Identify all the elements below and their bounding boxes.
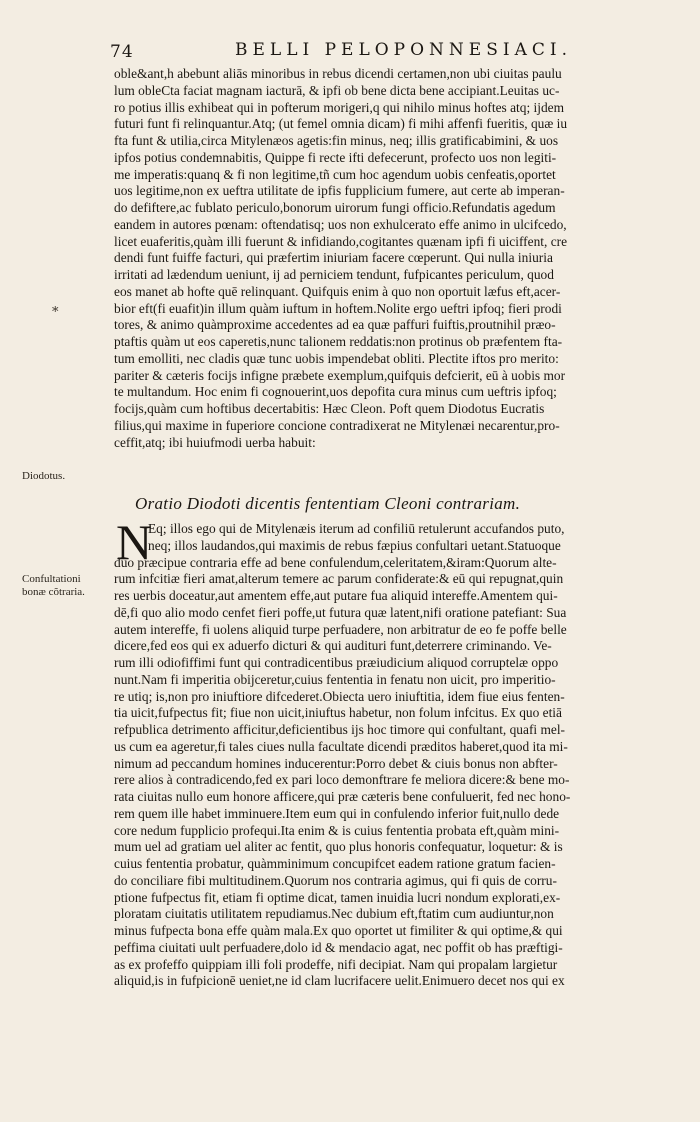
text-line: nimum ad peccandum homines inducerentur:Porro debet & ciuis bonus non abfter- — [114, 755, 558, 771]
text-line: neq; illos laudandos,qui maximis de rebus fæpius confultari uetant.Statuoque — [148, 537, 561, 553]
text-line: tia uicit,fufpectus fit; fiue non uicit,iniuftus habetur, non folum infcitus. Ex quo etiā — [114, 705, 562, 721]
text-line: re utiq; is,non pro iniuftiore difcederet.Obiecta uero iniuftitia, idem fiue eius fenten- — [114, 688, 565, 704]
text-line: eandem in autores pœnam: oftendatisq; uos non exhulcerato effe animo in ulcifcedo, — [114, 216, 567, 232]
margin-mark: * — [52, 305, 59, 320]
text-line: res uerbis doceatur,aut amentem effe,aut putare fua aliquid intereffe.Amentem qui- — [114, 588, 558, 603]
text-line: rum infcitiæ fieri amat,alterum temere ac parum confiderate:& eū qui repugnat,quin — [114, 571, 564, 587]
text-block-diodotus-speech — [114, 521, 680, 990]
text-line: dē,fi quo alio modo cenfet fieri poffe,ut futura quæ latent,nifi oratione patefiant: Sua — [114, 604, 567, 620]
text-line: ptaftis quàm ut eos caperetis,nunc talionem reddatis:non protinus ob præfentem fta- — [114, 334, 563, 349]
text-line: rum illi odiofiffimi funt qui contradicentibus præiudicium aliquod corruptelæ oppo — [114, 655, 559, 670]
text-line: focijs,quàm cum hoftibus decertabitis: Hæc Cleon. Poft quem Diodotus Eucratis — [114, 401, 545, 416]
text-line: Eq; illos ego qui de Mitylenæis iterum ad confiliū retulerunt accufandos puto, — [148, 521, 565, 536]
text-line: ro potius illis exhibeat qui in pofterum morigeri,q qui nihilo minus hoftes atq; ijdem — [114, 99, 565, 115]
running-head: BELLI PELOPONNESIACI. — [235, 40, 572, 60]
text-line: do defiftere,ac fublato periculo,bonorum uirorum fungi officio.Refundatis agedum — [114, 200, 556, 215]
text-line: filius,qui maxime in fuperiore concione contradixerat ne Mitylenæi necarentur,pro- — [114, 417, 560, 433]
text-line: refpublica detrimento afficitur,deficientibus ijs hoc timore qui confultant, quafi mel- — [114, 722, 566, 737]
text-line: irritati ad lædendum ueniunt, ij ad perniciem tendunt, fufpicantes periculum, quod — [114, 267, 554, 282]
text-line: tum emolliti, nec cladis quæ tunc uobis impendebat obliti. Plectite iftos pro merito: — [114, 350, 559, 366]
text-line: rem quem ille habet imminuere.Item eum qui in confulendo inferior fuit,nullo dede — [114, 805, 560, 821]
text-line: licet euaferitis,quàm illi fuerunt & infidiando,cogitantes quænam ipfi fi uiciffent, cre — [114, 233, 568, 249]
text-line: me imperatis:quanq & fi non legitime,tñ cum hoc agendum uobis cenfeatis,oportet — [114, 166, 556, 182]
text-line: peffima ciuitati uult perfuadere,dolo id & mendacio agat, nec poffit ob has præftigi- — [114, 939, 563, 955]
margin-note-line: Confultationi — [22, 573, 81, 585]
drop-cap: N — [116, 514, 153, 570]
text-line: dicere,fed eos qui ex aduerfo dicturi & qui audituri funt,deterrere criminando. Ve- — [114, 638, 552, 654]
margin-note-diodotus — [22, 470, 108, 483]
text-line: dendi funt fuiffe facturi, qui præfertim iniuriam facere cœperunt. Qui nulla iniuria — [114, 250, 553, 266]
text-line: uos legitime,non ex ueftra utilitate de ipfis fupplicium fumere, aut certe ab imperan- — [114, 183, 565, 199]
text-line: do conciliare fibi multitudinem.Quorum nos contraria agimus, qui fi quis de corru- — [114, 872, 557, 888]
page-number: 74 — [110, 42, 134, 62]
text-line: tores, & animo quàmproxime accedentes ad ea quæ paffuri fuiftis,proutnihil præo- — [114, 317, 556, 333]
section-heading: Oratio Diodoti dicentis fententiam Cleoni contrariam. — [135, 494, 521, 513]
text-line: oble&ant,h abebunt aliās minoribus in rebus dicendi certamen,non ubi ciuitas paulu — [114, 66, 562, 81]
text-line: pariter & cæteris focijs infigne præbete exemplum,quifquis defcierit, eū à uobis mor — [114, 367, 566, 383]
margin-note-text: Diodotus. — [22, 470, 66, 482]
text-line: core nedum fupplicio profequi.Ita enim & is cuius fententia probata eft,quàm mini- — [114, 822, 560, 838]
text-line: minus fufpecta bona effe quàm mala.Ex quo oportet ut fimiliter & qui optime,& qui — [114, 923, 563, 938]
text-line: rata ciuitas nullo eum honore afficere,qui præ cæteris bene confuluerit, fed nec hono- — [114, 789, 571, 804]
text-line: bior eft(fi euafit)in illum quàm iuftum in hoftem.Nolite ergo ueftri ipfoq; fieri prodi — [114, 300, 562, 316]
text-line: lum obleCta faciat magnam iacturā, & ipfi ob bene dicta bene accipiant.Leuitas uc- — [114, 82, 560, 98]
text-line: as ex profeffo quippiam illi foli prodeffe, nifi decipiat. Nam qui propalam largietur — [114, 956, 558, 972]
text-line: ceffit,atq; ibi huiufmodi uerba habuit: — [114, 434, 316, 450]
text-line: us cum ea ageretur,fi tales ciues nulla facultate dicendi præditos haberet,quod ita mi- — [114, 738, 568, 754]
text-line: ploratam ciuitatis utilitatem repudiamus.Nec dubium eft,ftatim cum audiuntur,non — [114, 906, 554, 922]
text-line: ptione fufpectus fit, etiam fi optime dicat, tamen inuidia lucri nondum explorati,ex- — [114, 889, 561, 905]
text-line: aliquid,is in fufpicionē ueniet,ne id clam lucrifacere uelit.Enimuero decet nos qui ex — [114, 973, 565, 989]
margin-note-consultation — [22, 573, 108, 599]
text-line: nunt.Nam fi imperitia obijceretur,cuius fententia in fenatu non uicit, pro imperitio- — [114, 671, 556, 687]
margin-note-line: bonæ cõtraria. — [22, 586, 85, 598]
text-line: cuius fententia probatur, quàmminimum concupifcet eadem ratione gratum facien- — [114, 856, 556, 871]
text-line: eos manet ab hofte quē relinquant. Quifquis enim à quo non oportuit læfus eft,acer- — [114, 283, 561, 299]
text-line: fta funt & utilia,circa Mitylenæos agetis:fin minus, neq; illis gratificabimini, & uos — [114, 133, 559, 148]
text-block-cleon-speech — [114, 66, 680, 451]
text-line: mum uel ad gratiam uel aliter ac fentit, quo plus honoris confequatur, loquetur: & is — [114, 839, 563, 855]
text-line: ipfos potius condemnabitis, Quippe fi recte ifti defecerunt, profecto uos non legiti- — [114, 149, 557, 165]
text-line: te multandum. Hoc enim fi cognouerint,uos depofita cura minus cum ueftris ipfoq; — [114, 384, 557, 400]
text-line: futuri funt fi relinquantur.Atq; (ut femel omnia dicam) fi mihi affenfi fueritis, quæ iu — [114, 116, 568, 132]
page-header — [110, 40, 670, 66]
text-line: autem intereffe, fi uolens aliquid turpe perfuadere, non arbitratur de eo fe poffe belle — [114, 621, 567, 637]
text-line: duo præcipue contraria effe ad bene confulendum,celeritatem,&iram:Quorum alte- — [114, 554, 557, 570]
text-line: rere alios à contradicendo,fed ex pari loco demonftrare fe meliora dicere:& bene mo- — [114, 772, 570, 788]
